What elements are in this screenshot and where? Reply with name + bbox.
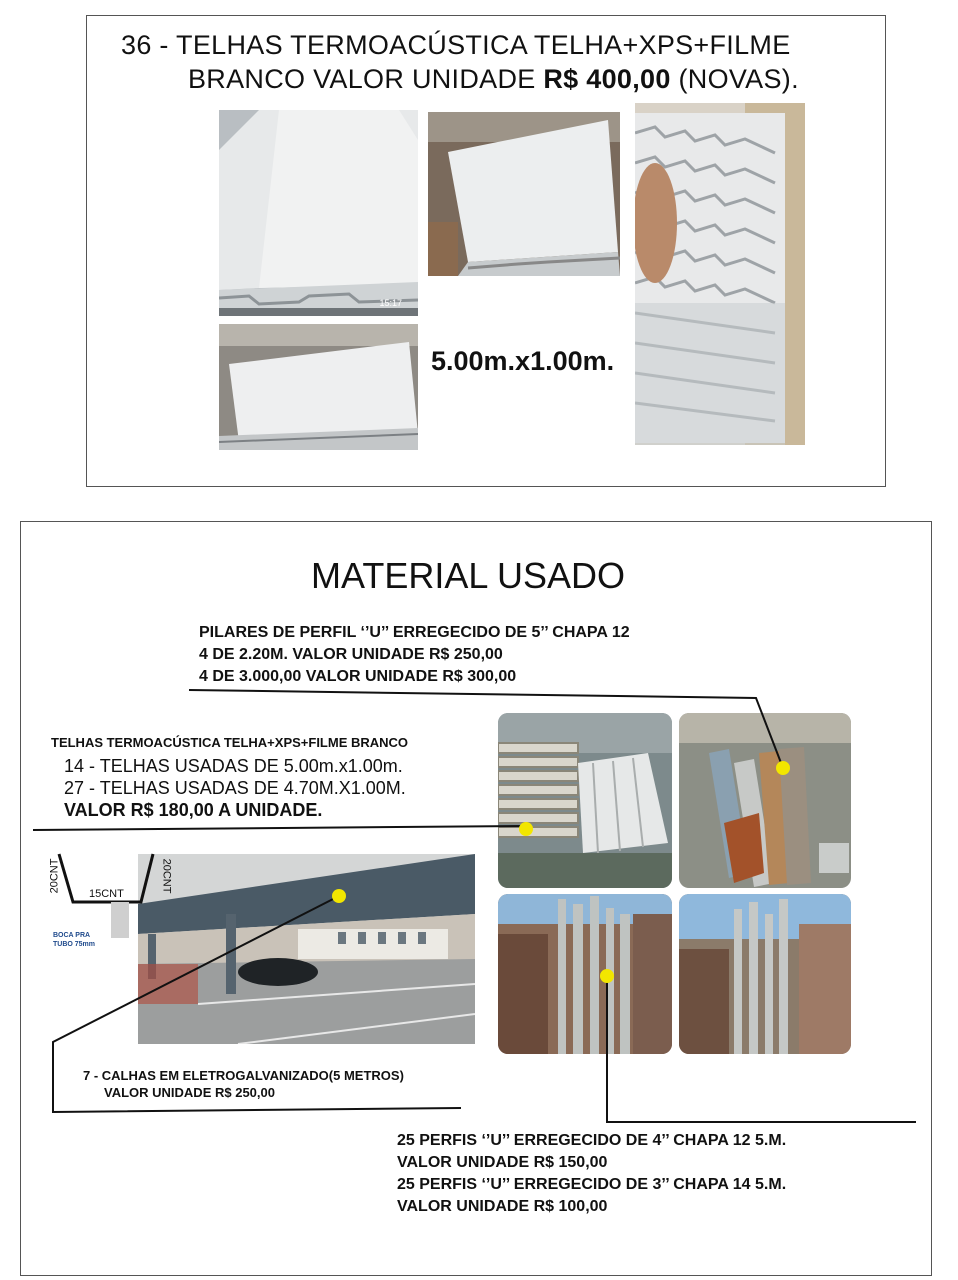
photo-used-profiles-wall [498,894,672,1054]
photo-used-profiles-yard [679,894,851,1054]
photo-new-tile-closeup [219,110,418,316]
photo-parking-carport [138,854,475,1044]
telhas-line1: 14 - TELHAS USADAS DE 5.00m.x1.00m. [64,756,403,776]
photo-new-tile-stack [635,103,805,445]
section-heading: MATERIAL USADO [311,555,626,596]
top-card [86,15,886,487]
top-title-line2-start: BRANCO VALOR UNIDADE [188,64,544,94]
photo-new-tile-floor [219,324,418,450]
calha-diagram [48,850,186,960]
telhas-line3: VALOR R$ 180,00 A UNIDADE. [64,800,323,820]
bottom-card [20,521,932,1276]
calhas-line2: VALOR UNIDADE R$ 250,00 [104,1085,275,1100]
telhas-title: TELHAS TERMOACÚSTICA TELHA+XPS+FILME BRANCO [51,735,409,750]
calha-right-label: 20CNT [160,858,173,894]
pilares-line2: 4 DE 2.20M. VALOR UNIDADE R$ 250,00 [199,646,503,663]
top-title-line2-end: (NOVAS). [670,64,799,94]
calha-bottom-label: 15CNT [89,888,124,900]
perfis-line3: 25 PERFIS ‘’U’’ ERREGECIDO DE 3’’ CHAPA 14 5.M. [397,1176,787,1193]
pilares-line3: 4 DE 3.000,00 VALOR UNIDADE R$ 300,00 [199,668,517,685]
photo-used-tiles [498,713,672,888]
top-title-price: R$ 400,00 [543,64,671,94]
calha-note-line2: TUBO 75mm [53,941,96,948]
photo-new-tile-garage [428,112,620,276]
calha-left-label: 20CNT [48,858,61,894]
pilares-line1: PILARES DE PERFIL ‘’U’’ ERREGECIDO DE 5’’ CHAPA 12 [199,624,630,641]
perfis-line1: 25 PERFIS ‘’U’’ ERREGECIDO DE 4’’ CHAPA 12 5.M. [397,1132,787,1149]
top-title-line1: 36 - TELHAS TERMOACÚSTICA TELHA+XPS+FILME [121,30,791,60]
photo-timestamp: 15:17 [379,298,402,308]
calha-note-line1: BOCA PRA [53,932,91,939]
photo-used-profiles [679,713,851,888]
perfis-line4: VALOR UNIDADE R$ 100,00 [397,1198,608,1215]
dimensions-label: 5.00m.x1.00m. [431,346,615,376]
telhas-line2: 27 - TELHAS USADAS DE 4.70M.X1.00M. [64,778,406,798]
top-title-line2 [188,64,799,95]
calhas-line1: 7 - CALHAS EM ELETROGALVANIZADO(5 METROS) [83,1068,404,1083]
perfis-line2: VALOR UNIDADE R$ 150,00 [397,1154,608,1171]
